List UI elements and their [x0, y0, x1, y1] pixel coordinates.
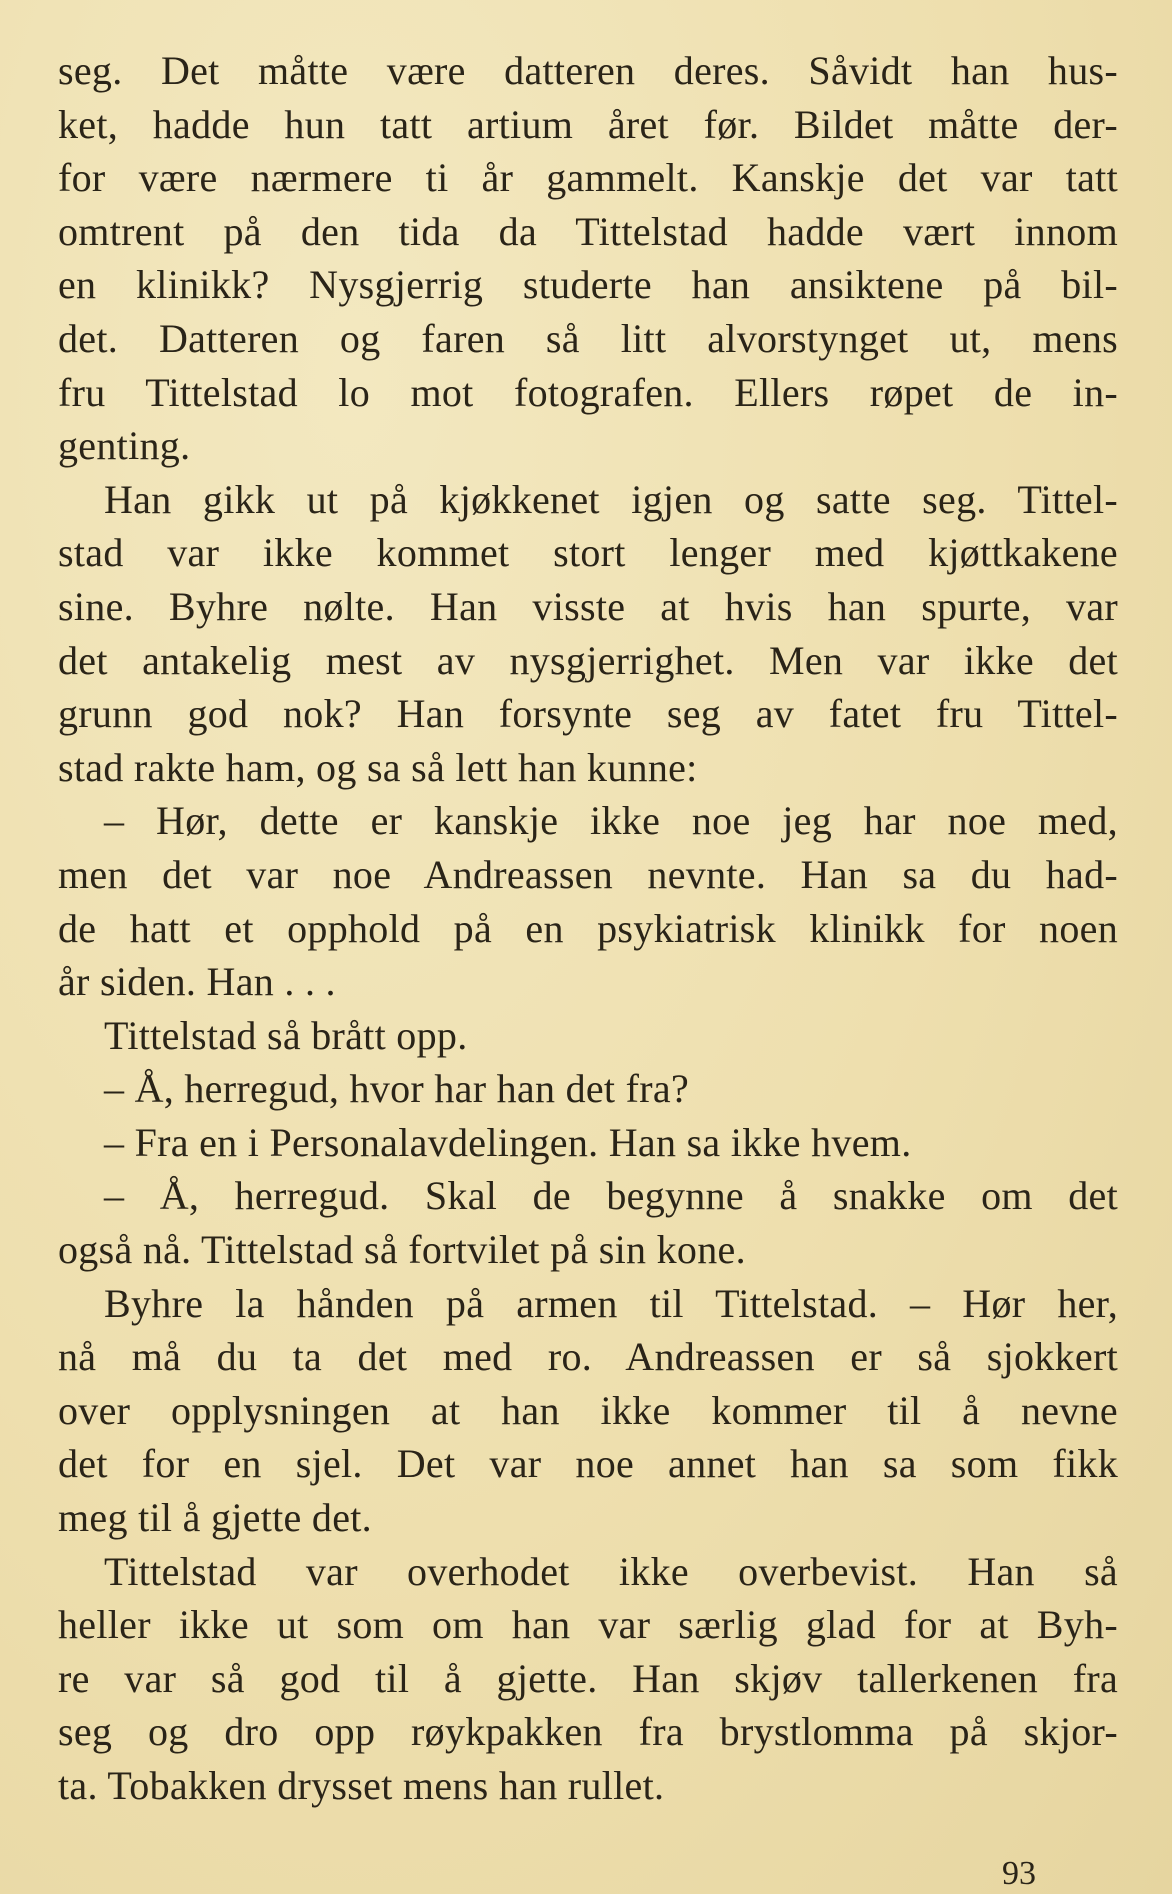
text-line: men det var noe Andreassen nevnte. Han sa du had-	[58, 851, 1118, 897]
text-line: Byhre la hånden på armen til Tittelstad. – Hør her,	[104, 1280, 1118, 1326]
text-line: nå må du ta det med ro. Andreassen er så sjokkert	[58, 1334, 1118, 1380]
text-line: – Hør, dette er kanskje ikke noe jeg har noe med,	[104, 798, 1118, 844]
text-line: Han gikk ut på kjøkkenet igjen og satte seg. Tittel-	[104, 476, 1118, 522]
body-text	[58, 44, 1118, 1813]
text-line: seg. Det måtte være datteren deres. Såvidt han hus-	[58, 48, 1118, 93]
text-line: det. Datteren og faren så litt alvorstynget ut, mens	[58, 315, 1118, 361]
text-line: Tittelstad så brått opp.	[104, 1012, 468, 1058]
text-line: for være nærmere ti år gammelt. Kanskje det var tatt	[58, 155, 1118, 201]
text-line: ta. Tobakken drysset mens han rullet.	[58, 1763, 665, 1808]
text-line: år siden. Han . . .	[58, 959, 336, 1005]
text-line: sine. Byhre nølte. Han visste at hvis han spurte, var	[58, 583, 1118, 629]
text-line: stad rakte ham, og sa så lett han kunne:	[58, 744, 698, 790]
text-line: det antakelig mest av nysgjerrighet. Men var ikke det	[58, 637, 1118, 683]
text-line: stad var ikke kommet stort lenger med kjøttkakene	[58, 530, 1118, 576]
text-line: grunn god nok? Han forsynte seg av fatet fru Tittel-	[58, 691, 1118, 737]
text-line: en klinikk? Nysgjerrig studerte han ansiktene på bil-	[58, 262, 1118, 308]
text-line: det for en sjel. Det var noe annet han sa som fikk	[58, 1441, 1118, 1487]
text-line: heller ikke ut som om han var særlig glad for at Byh-	[58, 1602, 1118, 1648]
text-line: fru Tittelstad lo mot fotografen. Ellers røpet de in-	[58, 369, 1118, 415]
text-line: – Å, herregud. Skal de begynne å snakke om det	[104, 1173, 1118, 1219]
text-line: de hatt et opphold på en psykiatrisk klinikk for noen	[58, 905, 1118, 951]
text-line: seg og dro opp røykpakken fra brystlomma på skjor-	[58, 1709, 1118, 1755]
text-line: re var så god til å gjette. Han skjøv tallerkenen fra	[58, 1655, 1118, 1701]
text-line: genting.	[58, 423, 191, 469]
text-line: over opplysningen at han ikke kommer til å nevne	[58, 1387, 1118, 1433]
text-line: omtrent på den tida da Tittelstad hadde vært innom	[58, 208, 1118, 254]
text-line: meg til å gjette det.	[58, 1495, 372, 1541]
text-line: Tittelstad var overhodet ikke overbevist. Han så	[104, 1548, 1118, 1594]
text-line: ket, hadde hun tatt artium året før. Bildet måtte der-	[58, 101, 1118, 147]
page-number: 93	[1002, 1855, 1036, 1892]
text-line: – Å, herregud, hvor har han det fra?	[104, 1066, 689, 1112]
text-line: – Fra en i Personalavdelingen. Han sa ikke hvem.	[104, 1119, 912, 1165]
text-line: også nå. Tittelstad så fortvilet på sin kone.	[58, 1227, 746, 1273]
